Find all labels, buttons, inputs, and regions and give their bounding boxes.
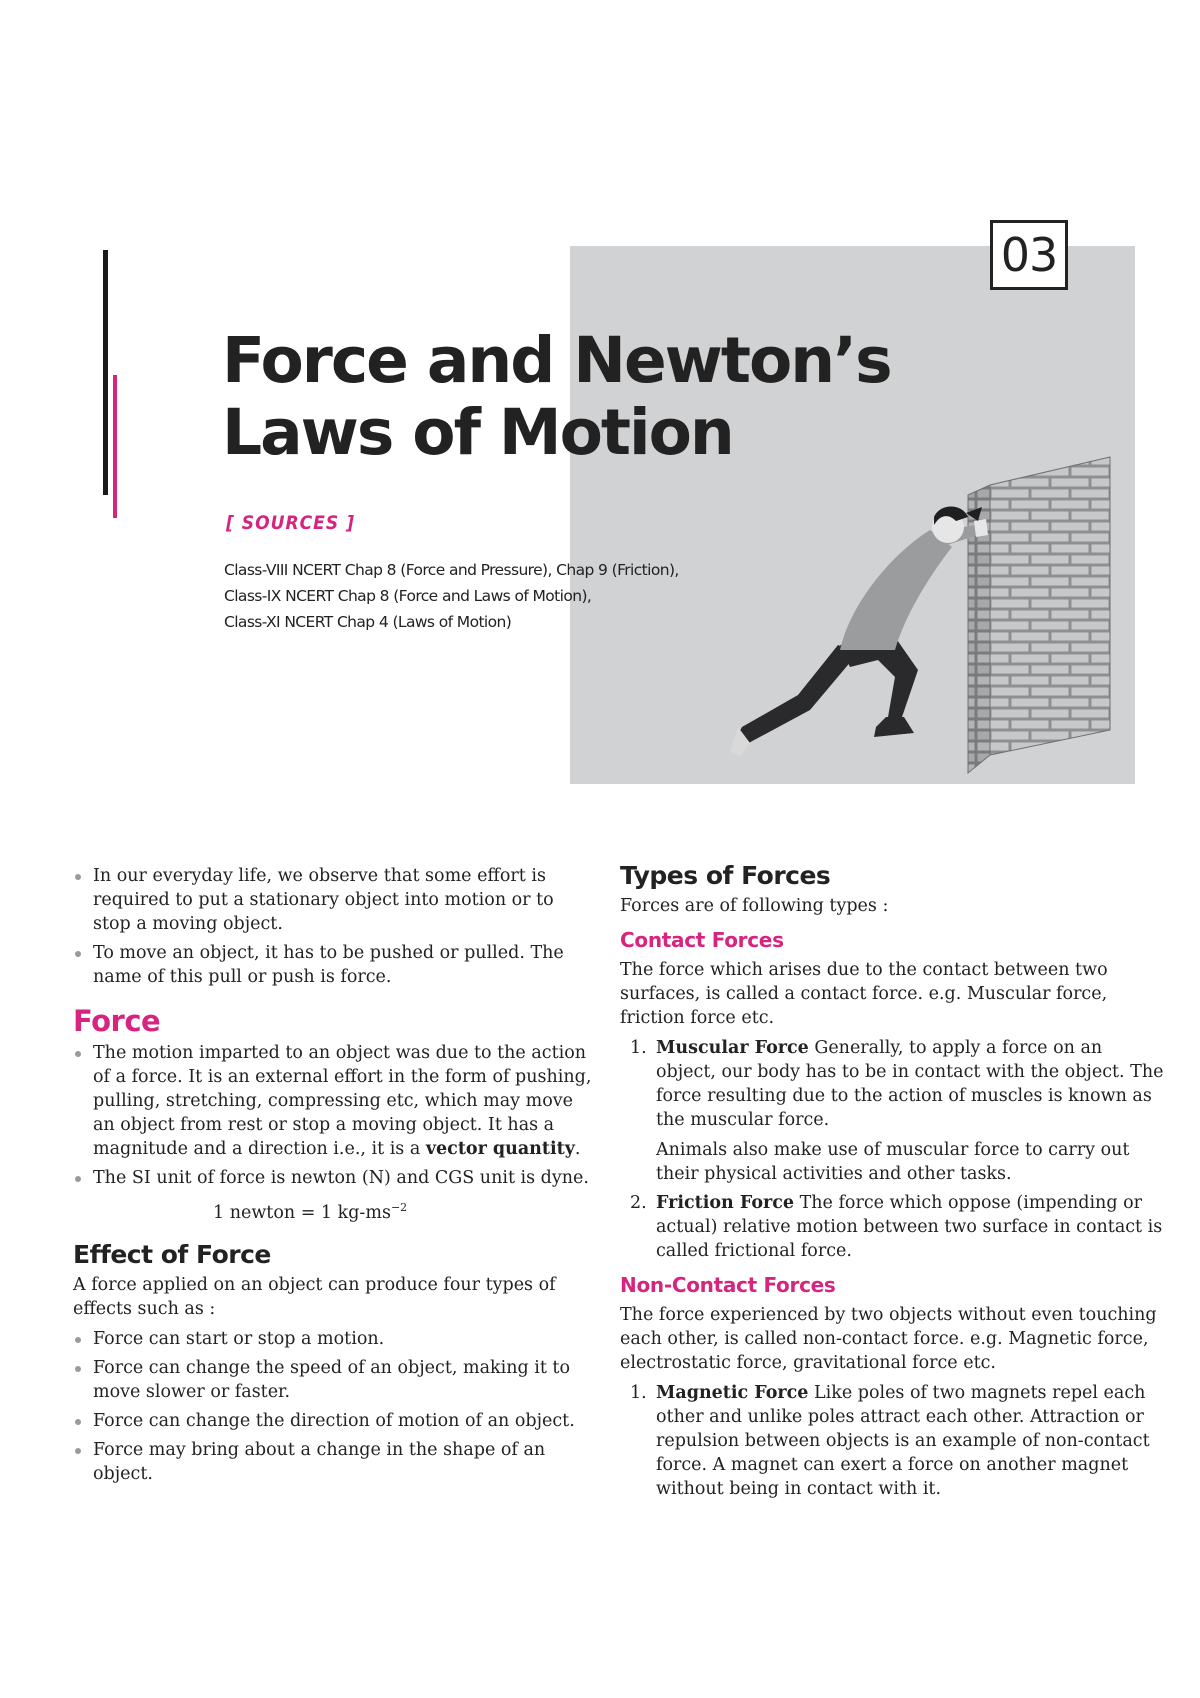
chapter-number-box: 03: [990, 220, 1068, 290]
newton-formula: [213, 1196, 593, 1225]
list-item: [73, 1041, 593, 1161]
formula-text: 1 newton = 1 kg-ms: [213, 1202, 391, 1223]
decorative-bar-black: [103, 250, 108, 495]
list-item: Force can change the speed of an object, making it to move slower or faster.: [73, 1356, 593, 1404]
noncontact-list: [620, 1381, 1165, 1501]
item-number: 1.: [630, 1038, 647, 1058]
list-item: [620, 1381, 1165, 1501]
chapter-title-line2: Laws of Motion: [222, 396, 733, 469]
decorative-bar-pink: [113, 375, 117, 518]
chapter-title-line1: Force and Newton’s: [222, 324, 891, 397]
friction-text: The force which oppose (impending or actual) relative motion between two surface in contact is called frictional force.: [656, 1193, 1163, 1261]
force-b1-bold: vector quantity: [425, 1139, 575, 1159]
effect-intro: A force applied on an object can produce four types of effects such as :: [73, 1274, 556, 1319]
muscular-text: Generally, to apply a force on an object, our body has to be in contact with the object. The force resulting due to the action of muscles is known as the muscular force.: [656, 1038, 1164, 1130]
item-number: 1.: [630, 1383, 647, 1403]
contact-list: [620, 1036, 1165, 1263]
chapter-title: [222, 325, 922, 469]
force-b1-end: .: [574, 1139, 581, 1159]
formula-exponent: −2: [390, 1201, 408, 1214]
sources-list: [224, 557, 744, 635]
list-item: In our everyday life, we observe that some effort is required to put a stationary object into motion or to stop a moving object.: [73, 864, 593, 936]
source-line: Class-VIII NCERT Chap 8 (Force and Pressure), Chap 9 (Friction),: [224, 561, 679, 579]
noncontact-intro: The force experienced by two objects without even touching each other, is called non-contact force. e.g. Magnetic force, electrostatic force, gravitational force etc.: [620, 1305, 1157, 1373]
force-b1-text: The motion imparted to an object was due to the action of a force. It is an external effort in the form of pushing, pulling, stretching, compressing etc, which may move an object from rest or stop a moving object. It has a magnitude and a direction i.e., it is a: [93, 1043, 592, 1159]
list-item: Force can change the direction of motion of an object.: [73, 1409, 593, 1433]
list-item: Force may bring about a change in the shape of an object.: [73, 1438, 593, 1486]
contact-heading: Contact Forces: [620, 928, 784, 952]
effects-list: [73, 1327, 593, 1486]
right-column: [620, 861, 1165, 1507]
list-item: [620, 1191, 1165, 1263]
contact-intro: The force which arises due to the contact between two surfaces, is called a contact force. e.g. Muscular force, friction force etc.: [620, 960, 1108, 1028]
types-intro: Forces are of following types :: [620, 896, 889, 916]
list-item: The SI unit of force is newton (N) and CGS unit is dyne.: [73, 1166, 593, 1190]
magnetic-text: Like poles of two magnets repel each other and unlike poles attract each other. Attraction or repulsion between objects is an example of non-contact force. A magnet can exert a force on another magnet without being in contact with it.: [656, 1383, 1150, 1499]
intro-list: [73, 864, 593, 989]
item-number: 2.: [630, 1193, 647, 1213]
list-item: Force can start or stop a motion.: [73, 1327, 593, 1351]
types-heading: Types of Forces: [620, 861, 831, 890]
magnetic-title: Magnetic Force: [656, 1383, 809, 1403]
noncontact-heading: Non-Contact Forces: [620, 1273, 836, 1297]
list-item: To move an object, it has to be pushed or pulled. The name of this pull or push is force.: [73, 941, 593, 989]
force-list: [73, 1041, 593, 1190]
muscular-title: Muscular Force: [656, 1038, 809, 1058]
muscular-extra: Animals also make use of muscular force to carry out their physical activities and other tasks.: [656, 1140, 1130, 1184]
person-pushing-wall-illustration: [690, 455, 1135, 780]
force-heading: Force: [73, 1004, 161, 1038]
friction-title: Friction Force: [656, 1193, 795, 1213]
sources-tag: [ SOURCES ]: [226, 512, 355, 534]
effect-heading: Effect of Force: [73, 1239, 271, 1269]
left-column: [73, 864, 593, 1491]
source-line: Class-IX NCERT Chap 8 (Force and Laws of Motion),: [224, 587, 592, 605]
source-line: Class-XI NCERT Chap 4 (Laws of Motion): [224, 613, 512, 631]
list-item: [620, 1036, 1165, 1186]
